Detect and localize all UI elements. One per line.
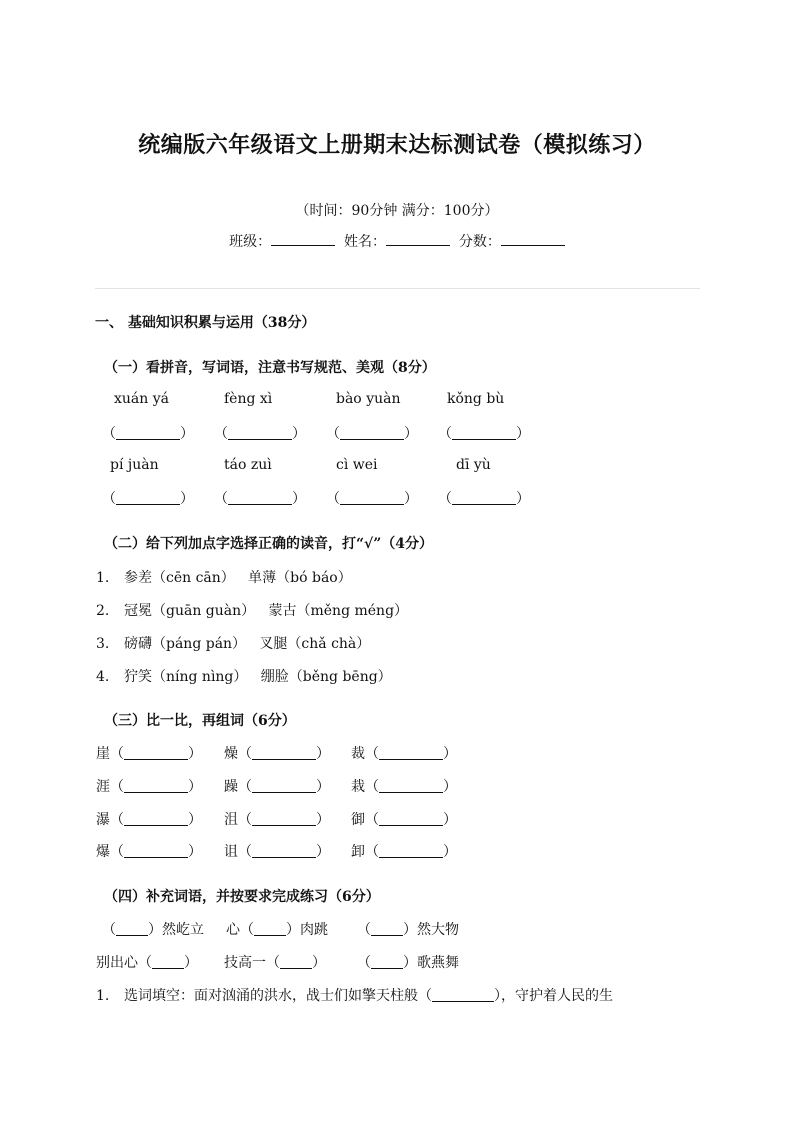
char-blank[interactable]: 御（ ） <box>351 812 457 828</box>
choice[interactable]: 单薄（bó báo） <box>248 570 352 586</box>
char-blank[interactable]: 崖（ ） <box>96 746 202 762</box>
class-field[interactable] <box>271 231 335 246</box>
choice[interactable]: 蒙古（měng méng） <box>268 603 409 619</box>
q1-heading: （一）看拼音，写词语，注意书写规范、美观（8分） <box>104 360 436 376</box>
part1-heading: 一、 基础知识积累与运用（38分） <box>95 315 316 331</box>
char-blank[interactable]: 涯（ ） <box>96 779 202 795</box>
list-item: 1. 选词填空：面对汹涌的洪水，战士们如擎天柱般（ ），守护着人民的生 <box>96 988 613 1004</box>
fill-blank[interactable] <box>432 989 494 1002</box>
list-item: 4. 狞笑（níng nìng） 绷脸（běng bēng） <box>96 669 392 685</box>
score-field[interactable] <box>501 231 565 246</box>
choice[interactable]: 冠冕（guān guàn） <box>124 603 256 619</box>
answer-blank[interactable]: （ ） <box>326 491 418 507</box>
score-label: 分数： <box>458 234 501 250</box>
pinyin: cì wei <box>336 457 378 473</box>
choice[interactable]: 狞笑（níng nìng） <box>124 669 248 685</box>
char-blank[interactable]: 卸（ ） <box>351 844 457 860</box>
idiom-blank[interactable]: 心（ ）肉跳 <box>226 922 328 938</box>
choice[interactable]: 磅礴（páng pán） <box>124 636 247 652</box>
answer-blank[interactable]: （ ） <box>214 426 306 442</box>
answer-blank[interactable]: （ ） <box>102 426 194 442</box>
answer-blank[interactable]: （ ） <box>102 491 194 507</box>
idiom-blank[interactable]: （ ）然屹立 <box>102 922 204 938</box>
name-label: 姓名： <box>344 234 386 250</box>
pinyin: dī yù <box>456 457 491 473</box>
pinyin: fèng xì <box>224 391 273 407</box>
answer-blank[interactable]: （ ） <box>326 426 418 442</box>
choice[interactable]: 参差（cēn cān） <box>124 570 235 586</box>
list-item: 3. 磅礴（páng pán） 叉腿（chǎ chà） <box>96 636 371 652</box>
pinyin: pí juàn <box>110 457 159 473</box>
pinyin: bào yuàn <box>336 391 401 407</box>
choice[interactable]: 绷脸（běng bēng） <box>260 669 392 685</box>
pinyin: xuán yá <box>114 391 169 407</box>
list-item: 1. 参差（cēn cān） 单薄（bó báo） <box>96 570 352 586</box>
list-item: 2. 冠冕（guān guàn） 蒙古（měng méng） <box>96 603 409 619</box>
choice[interactable]: 叉腿（chǎ chà） <box>259 636 371 652</box>
divider <box>95 288 700 289</box>
char-blank[interactable]: 躁（ ） <box>224 779 330 795</box>
char-blank[interactable]: 栽（ ） <box>351 779 457 795</box>
exam-info: （时间：90分钟 满分：100分） <box>295 203 499 219</box>
answer-blank[interactable]: （ ） <box>214 491 306 507</box>
idiom-blank[interactable]: （ ）然大物 <box>357 922 459 938</box>
answer-blank[interactable]: （ ） <box>438 491 530 507</box>
page-title: 统编版六年级语文上册期末达标测试卷（模拟练习） <box>138 132 656 158</box>
q3-heading: （三）比一比，再组词（6分） <box>104 713 296 729</box>
pinyin: táo zuì <box>224 457 272 473</box>
answer-blank[interactable]: （ ） <box>438 426 530 442</box>
q2-heading: （二）给下列加点字选择正确的读音，打“√”（4分） <box>104 536 434 552</box>
char-blank[interactable]: 爆（ ） <box>96 844 202 860</box>
idiom-blank[interactable]: 别出心（ ） <box>96 955 198 971</box>
name-field[interactable] <box>386 231 450 246</box>
pinyin: kǒng bù <box>447 391 505 407</box>
idiom-blank[interactable]: 技高一（ ） <box>224 955 326 971</box>
char-blank[interactable]: 裁（ ） <box>351 746 457 762</box>
char-blank[interactable]: 瀑（ ） <box>96 812 202 828</box>
class-label: 班级： <box>229 234 272 250</box>
q4-heading: （四）补充词语，并按要求完成练习（6分） <box>104 889 380 905</box>
char-blank[interactable]: 诅（ ） <box>224 844 330 860</box>
idiom-blank[interactable]: （ ）歌燕舞 <box>357 955 459 971</box>
student-info-row <box>0 231 794 251</box>
char-blank[interactable]: 沮（ ） <box>224 812 330 828</box>
char-blank[interactable]: 燥（ ） <box>224 746 330 762</box>
